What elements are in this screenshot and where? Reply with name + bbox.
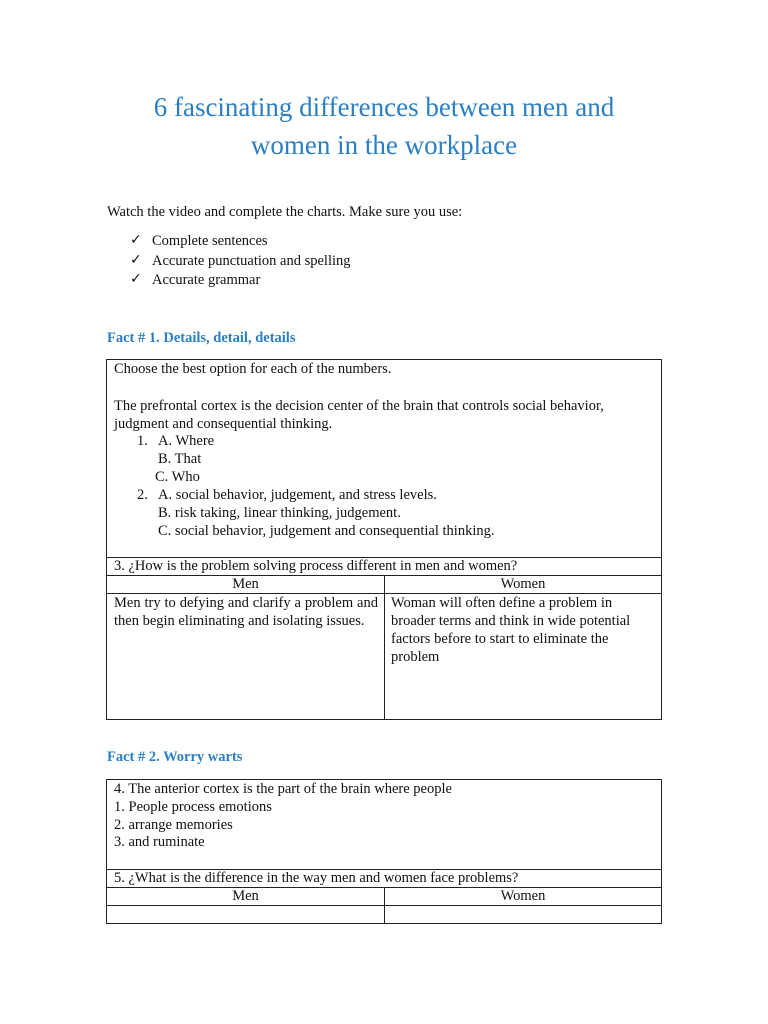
fact-1-paragraph-line-1: The prefrontal cortex is the decision center of the brain that controls social behavior, (114, 398, 604, 414)
column-divider (384, 887, 385, 924)
checklist-item (130, 232, 351, 252)
question-2-option-c: C. social behavior, judgement and consequential thinking. (158, 523, 495, 539)
question-4-item-1: 1. People process emotions (114, 799, 272, 815)
title-line-2: women in the workplace (250, 130, 518, 160)
checkmark-icon: ✓ (130, 232, 142, 248)
checkmark-icon: ✓ (130, 251, 142, 268)
requirements-checklist (130, 232, 351, 291)
question-3-text: 3. ¿How is the problem solving process different in men and women? (114, 558, 518, 574)
checklist-item (130, 271, 351, 291)
women-column-header: Women (500, 576, 546, 592)
fact-2-heading: Fact # 2. Worry warts (107, 749, 243, 765)
question-1-option-c: C. Who (155, 469, 200, 485)
women-column-header: Women (500, 888, 546, 904)
fact-1-instruction: Choose the best option for each of the numbers. (114, 361, 392, 377)
fact-1-table (106, 359, 662, 720)
question-1-number: 1. (137, 433, 148, 449)
fact-2-table (106, 779, 662, 924)
intro-text: Watch the video and complete the charts. Make sure you use: (107, 204, 463, 220)
question-2-option-b: B. risk taking, linear thinking, judgement. (158, 505, 401, 521)
worksheet-title (100, 88, 668, 164)
men-column-header: Men (232, 888, 259, 904)
men-answer-text: Men try to defying and clarify a problem and then begin eliminating and isolating issues. (114, 595, 378, 629)
question-1-option-b: B. That (158, 451, 202, 467)
checkmark-icon: ✓ (130, 271, 142, 287)
question-1-option-a: A. Where (158, 433, 215, 449)
question-2-option-a: A. social behavior, judgement, and stress levels. (158, 487, 437, 503)
fact-1-paragraph-line-2: judgment and consequential thinking. (114, 416, 333, 432)
checklist-item-label: Complete sentences (152, 233, 268, 249)
title-line-1: 6 fascinating differences between men and (153, 92, 615, 122)
question-2-number: 2. (137, 487, 148, 503)
question-4-text: 4. The anterior cortex is the part of the brain where people (114, 781, 452, 797)
checklist-item-label: Accurate punctuation and spelling (152, 252, 351, 269)
column-divider (384, 575, 385, 720)
fact-1-heading: Fact # 1. Details, detail, details (107, 330, 296, 346)
men-column-header: Men (232, 576, 259, 592)
question-5-text: 5. ¿What is the difference in the way men and women face problems? (114, 870, 519, 886)
question-4-item-2: 2. arrange memories (114, 817, 233, 833)
checklist-item (130, 252, 351, 272)
question-4-item-3: 3. and ruminate (114, 834, 205, 850)
checklist-item-label: Accurate grammar (152, 272, 261, 288)
women-answer-text: Woman will often define a problem in broader terms and think in wide potential factors before to start to eliminate the problem (391, 595, 631, 665)
